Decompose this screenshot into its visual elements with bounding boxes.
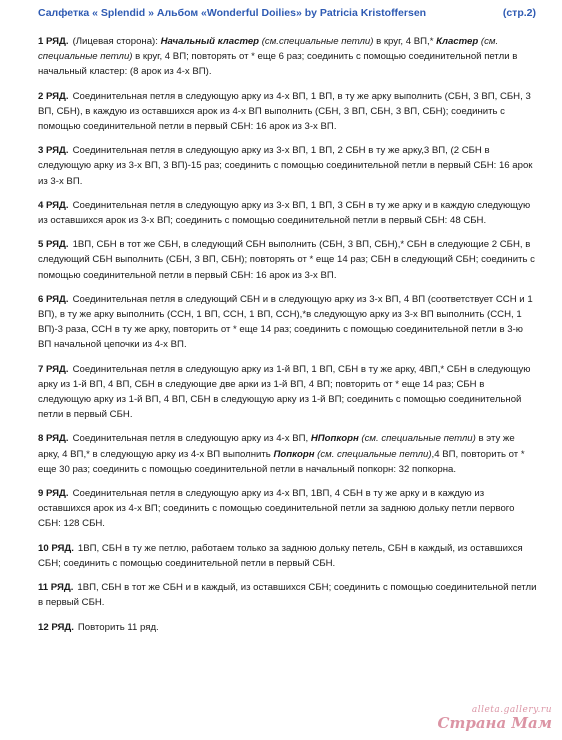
row-text: в круг, 4 ВП; повторять от * еще 6 раз; соединить с помощью соединительной петли в начальный кластер: (8 арок из 4-х ВП). [38,51,518,78]
instruction-row [38,541,538,571]
document-title: Салфетка « Splendid » Альбом «Wonderful Doilies» by Patricia Kristoffersen [38,7,427,19]
row-text: Соединительная петля в следующую арку из 3-х ВП, 1 ВП, 3 СБН в ту же арку и в каждую следующую из оставшихся арок из 3-х ВП; соединить с помощью соединительной петли в первый СБН: 48 СБН. [38,199,531,227]
row-text: в круг, 4 ВП,* [373,36,437,47]
instruction-row [38,89,538,135]
row-text: Соединительная петля в следующую арку из 4-х ВП, [72,433,311,445]
stitch-note: (см.специальные петли) [259,36,374,47]
row-label: 5 РЯД. [38,239,69,251]
row-text: 1ВП, СБН в тот же СБН и в каждый, из оставшихся СБН; соединить с помощью соединительной петли в первый СБН. [38,582,537,609]
stitch-term: Кластер [436,36,479,47]
stitch-term: Начальный кластер [160,36,260,47]
stitch-term: Попкорн [273,448,315,460]
stitch-note: (см. специальные петли) [358,433,476,445]
row-label: 2 РЯД. [38,90,69,102]
watermark-logo: Страна Мам [437,714,552,732]
row-label: 6 РЯД. [38,293,69,305]
pattern-instructions [38,34,538,644]
instruction-row [38,237,538,283]
instruction-row [38,362,538,423]
instruction-row [38,486,538,532]
instruction-row [38,143,538,189]
row-label: 1 РЯД. [38,36,69,47]
row-text: 1ВП, СБН в тот же СБН, в следующий СБН выполнить (СБН, 3 ВП, СБН),* СБН в следующие 2 СБН, в следующий СБН выполнить (СБН, 3 ВП, СБН); повторять от * еще 14 раз; СБН в следующий СБН; соединить с помощью соединительной петли в первый СБН: 16 арок из 3-х ВП. [38,239,535,281]
row-label: 8 РЯД. [38,433,69,445]
row-label: 7 РЯД. [38,363,69,375]
watermark [438,705,552,732]
row-text: Соединительная петля в следующую арку из 3-х ВП, 1 ВП, 2 СБН в ту же арку,3 ВП, (2 СБН в следующую арку из 3-х ВП, 3 ВП)-15 раз; соединить с помощью соединительной петли в первый СБН: 16 арок из 3-х ВП. [38,145,533,187]
row-label: 4 РЯД. [38,199,69,211]
stitch-note: (см. специальные петли) [38,36,499,63]
row-text: (Лицевая сторона): [72,36,161,47]
row-text: Соединительная петля в следующую арку из 4-х ВП, 1 ВП, в ту же арку выполнить (СБН, 3 ВП, СБН, 3 ВП, СБН), в каждую из оставшихся арок из 4-х ВП выполнить (СБН, 3 ВП, СБН, 3 ВП, СБН); соединить с помощью соединительной петли в первый СБН: 16 арок из 3-х ВП. [38,90,531,133]
row-label: 3 РЯД. [38,145,69,157]
instruction-row [38,34,538,80]
page-number: (стр.2) [502,7,536,19]
row-text: в эту же арку, 4 ВП,* в следующую арку из 4-х ВП выполнить [38,433,515,460]
row-text: 1ВП, СБН в ту же петлю, работаем только за заднюю дольку петель, СБН в каждый, из оставшихся СБН; соединить с помощью соединительной петли в первый СБН. [38,542,523,569]
row-label: 10 РЯД. [38,542,74,554]
instruction-row [38,292,538,353]
row-label: 12 РЯД. [38,621,74,633]
row-text: Соединительная петля в следующий СБН и в следующую арку из 3-х ВП, 4 ВП (соответствует ССН и 1 ВП), в ту же арку выполнить (ССН, 1 ВП, ССН, 1 ВП, ССН),*в следующую арку из 3-х ВП выполнить (ССН, 1 ВП)-3 раза, ССН в ту же арку, повторить от * еще 14 раз; соединить с помощью соединительной петли в 3-ю ВП начальной цепочки из 4-х ВП. [38,293,533,351]
row-text: ,4 ВП, повторить от * еще 30 раз; соединить с помощью соединительной петли в начальный попкорн: 32 попкорна. [38,448,525,475]
instruction-row [38,580,538,610]
stitch-term: НПопкорн [310,433,359,445]
row-label: 11 РЯД. [38,582,74,594]
instruction-row [38,198,538,228]
watermark-site: alleta.gallery.ru [471,705,552,715]
stitch-note: (см. специальные петли) [314,448,432,460]
instruction-row [38,620,538,635]
instruction-row [38,431,538,477]
row-text: Соединительная петля в следующую арку из 1-й ВП, 1 ВП, СБН в ту же арку, 4ВП,* СБН в следующую арку из 1-й ВП, 4 ВП, СБН в следующие две арки из 1-й ВП, 4 ВП; повторить от * еще 14 раз; СБН в следующую арку из 1-й ВП, 4 ВП, СБН в следующую арку из 1-й ВП; соединить с помощью соединительной петли в первый СБН. [38,363,531,421]
row-label: 9 РЯД. [38,488,69,500]
row-text: Повторить 11 ряд. [77,621,159,633]
row-text: Соединительная петля в следующую арку из 4-х ВП, 1ВП, 4 СБН в ту же арку и в каждую из оставшихся арок из 4-х ВП; соединить с помощью соединительной петли за заднюю дольку петли первого СБН: 128 СБН. [38,488,515,530]
